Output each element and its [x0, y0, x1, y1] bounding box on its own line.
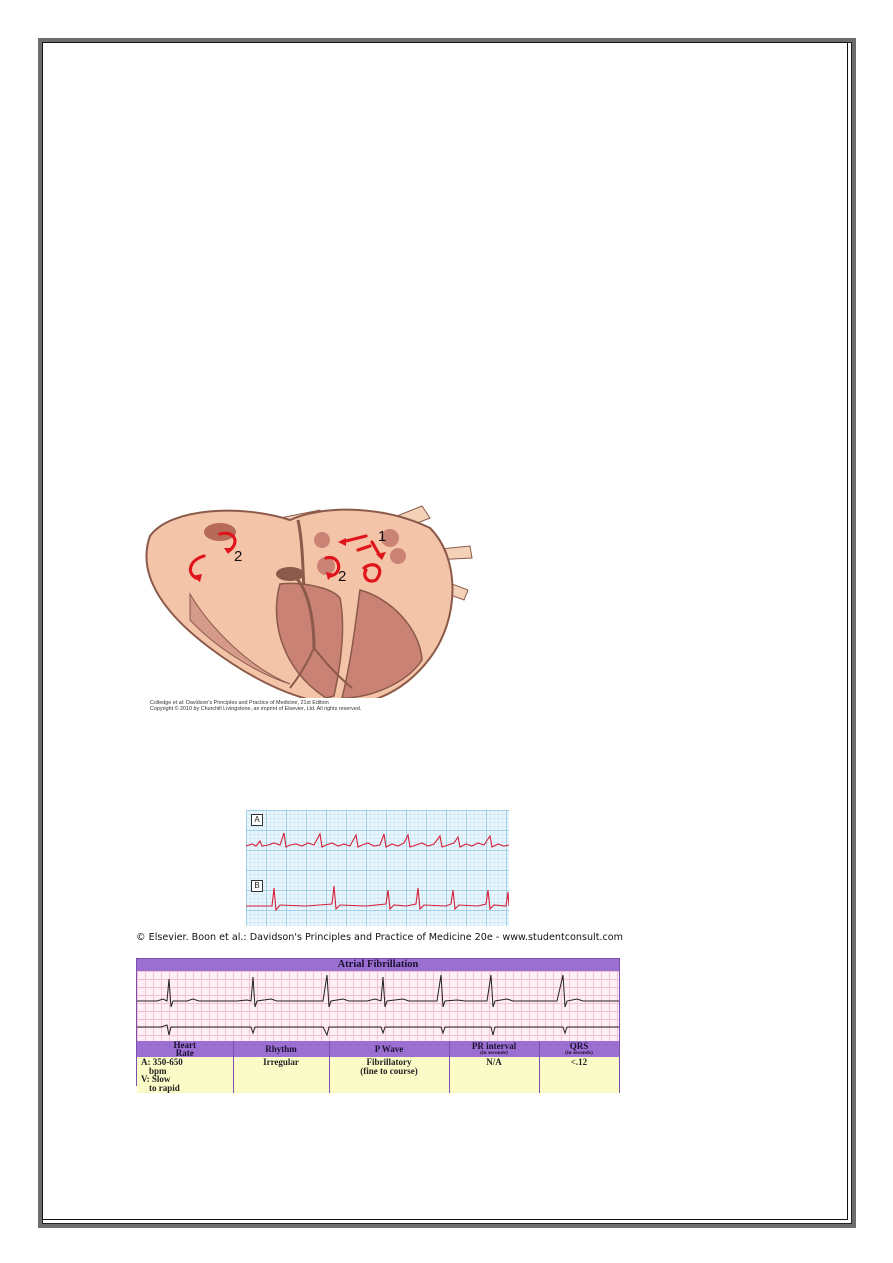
- af-tracing: [137, 971, 619, 1041]
- heart-figure-caption: [150, 700, 470, 712]
- ecg-trace-b: [246, 886, 509, 910]
- af-header-row: [137, 1041, 619, 1057]
- ecg-strip-figure: [246, 810, 509, 926]
- atrial-fibrillation-card: [136, 958, 620, 1093]
- ecg-trace-a: [246, 833, 509, 847]
- value-qrs: <.12: [539, 1057, 619, 1093]
- header-qrs: QRS (in seconds): [539, 1041, 619, 1057]
- caption-line-2: Copyright © 2010 by Churchill Livingstone, an imprint of Elsevier, Ltd. All rights reserved.: [150, 706, 362, 713]
- ecg-credit-line: © Elsevier. Boon et al.: Davidson's Principles and Practice of Medicine 20e - www.studentconsult.com: [136, 932, 623, 943]
- af-parameter-table: [137, 1041, 620, 1093]
- value-rhythm: Irregular: [233, 1057, 329, 1093]
- heart-reentry-figure: [130, 498, 475, 716]
- af-value-row: [137, 1057, 619, 1093]
- af-trace-lower: [137, 1025, 619, 1035]
- focus-label-1: 1: [378, 528, 387, 545]
- value-p-wave: Fibrillatory (fine to course): [329, 1057, 449, 1093]
- caption-line-1: Colledge et al: Davidson's Principles and Practice of Medicine, 21st Edition: [150, 700, 329, 706]
- reentry-label-right-2: 2: [338, 568, 347, 585]
- strip-label-a: A: [251, 814, 263, 826]
- heart-illustration: [130, 498, 475, 698]
- af-traces: [137, 971, 619, 1041]
- reentry-label-left-2: 2: [234, 548, 243, 565]
- value-heart-rate: A: 350-650 bpm V: Slow to rapid: [137, 1057, 233, 1093]
- header-rhythm: Rhythm: [233, 1041, 329, 1057]
- header-p-wave: P Wave: [329, 1041, 449, 1057]
- ecg-traces: [246, 810, 509, 926]
- header-pr-interval: PR interval (in seconds): [449, 1041, 539, 1057]
- strip-label-b: B: [251, 880, 263, 892]
- af-trace-upper: [137, 975, 619, 1007]
- header-heart-rate: Heart Rate: [137, 1041, 233, 1057]
- value-pr-interval: N/A: [449, 1057, 539, 1093]
- af-title: Atrial Fibrillation: [137, 959, 619, 971]
